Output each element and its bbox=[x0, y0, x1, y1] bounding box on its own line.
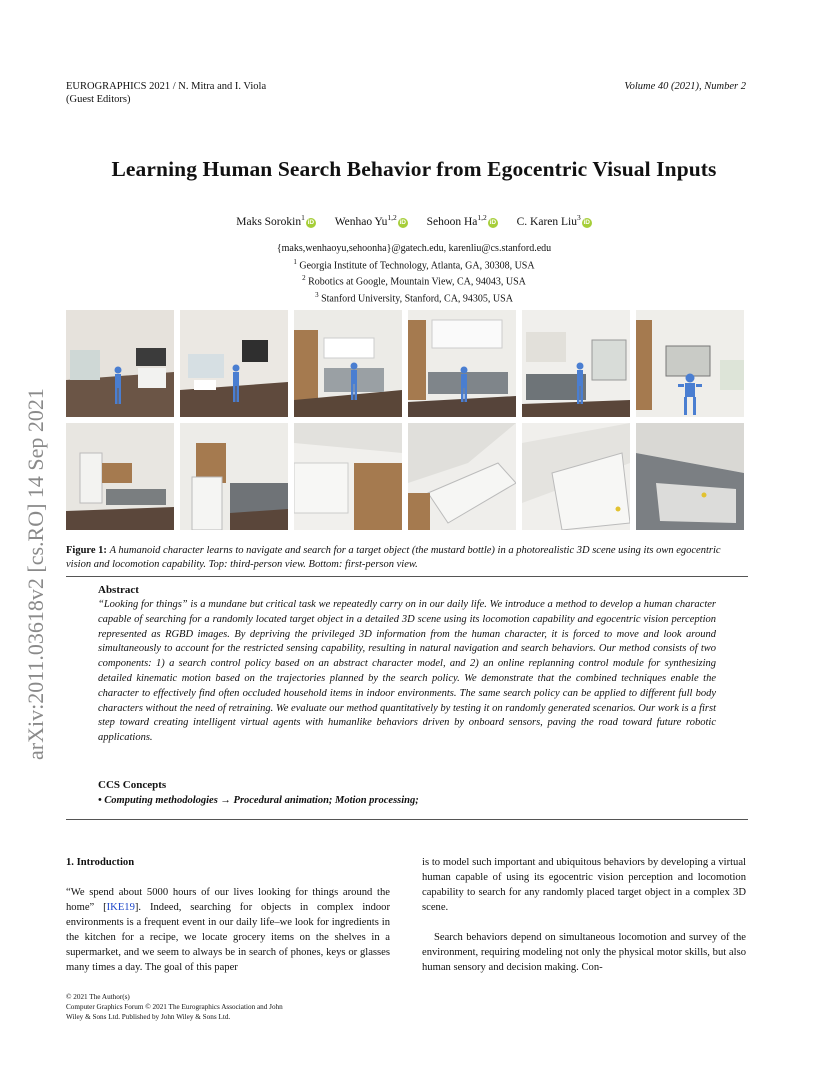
orcid-icon[interactable]: iD bbox=[583, 218, 590, 226]
abstract-text: “Looking for things” is a mundane but critical task we repeatedly carry on in our daily life. We introduce a method to develop a human character capable of searching for a randomly located target object in a detailed 3D scene using its locomotion capability and egocentric vision perception represented as RGBD images. By depriving the privileged 3D information from the human character, it is forced to move and look around simultaneously to account for the restricted sensing capability, resulting in natural navigation and search behaviors. Our method consists of two components: 1) a search control policy based on an abstract character model, and 2) an online replanning control module for synthesizing detailed kinematic motion based on the trajectories planned by the search policy. We demonstrate that the combined techniques enable the character to effectively find often occluded household items in indoor environments. The same search policy can be applied to different full body characters without the need of retraining. We evaluate our method quantitatively by testing it on randomly generated scenarios. Our work is a first step toward creating intelligent virtual agents with humanlike behaviors driven by onboard sensors, paving the road toward future robotic applications. bbox=[98, 599, 716, 744]
volume-info: Volume 40 (2021), Number 2 bbox=[624, 81, 746, 92]
teaser-figure bbox=[66, 310, 746, 530]
body-column-right bbox=[422, 855, 746, 990]
arxiv-stamp: arXiv:2011.03618v2 [cs.RO] 14 Sep 2021 bbox=[23, 388, 48, 760]
author-affil-mark: 1,2 bbox=[387, 213, 397, 222]
author-name: Maks Sorokin bbox=[236, 215, 302, 228]
orcid-icon[interactable]: iD bbox=[399, 218, 406, 226]
figure-caption-text: A humanoid character learns to navigate and search for a target object (the mustard bottle) in a photorealistic 3D scene using its own egocentric vision and locomotion capability. Top: third-person view. Bottom: first-person view. bbox=[66, 545, 721, 570]
third-person-frame bbox=[66, 310, 174, 417]
third-person-frame bbox=[636, 310, 744, 417]
body-column-left bbox=[66, 855, 390, 990]
third-person-frame bbox=[522, 310, 630, 417]
author bbox=[335, 213, 408, 228]
first-person-frame bbox=[522, 423, 630, 530]
author-name: C. Karen Liu bbox=[516, 215, 577, 228]
orcid-icon[interactable]: iD bbox=[307, 218, 315, 226]
author-name: Sehoon Ha bbox=[426, 215, 478, 228]
first-person-frame bbox=[180, 423, 288, 530]
author bbox=[236, 213, 316, 228]
affiliations bbox=[0, 242, 828, 306]
first-person-frame bbox=[408, 423, 516, 530]
paragraph: Search behaviors depend on simultaneous locomotion and survey of the environment, requiring modeling not only the physical motor skills, but also human sensory and decision making. Con- bbox=[422, 932, 746, 973]
figure-label: Figure 1: bbox=[66, 545, 107, 556]
citation-link[interactable]: IKE19 bbox=[106, 902, 135, 913]
figure-caption bbox=[66, 544, 748, 572]
section-heading: 1. Introduction bbox=[66, 857, 135, 868]
author-affil-mark: 1,2 bbox=[477, 213, 487, 222]
affiliation-3: $^3$ Stanford University, Stanford, CA, 94305, USA bbox=[315, 291, 513, 305]
first-person-frame bbox=[636, 423, 744, 530]
affiliation-1: $^1$ Georgia Institute of Technology, Atlanta, GA, 30308, USA bbox=[293, 257, 535, 271]
divider bbox=[66, 576, 748, 577]
author-emails: {maks,wenhaoyu,sehoonha}@gatech.edu, karenliu@cs.stanford.edu bbox=[276, 243, 552, 254]
guest-editors: (Guest Editors) bbox=[66, 94, 131, 105]
third-person-frame bbox=[294, 310, 402, 417]
orcid-icon[interactable]: iD bbox=[489, 218, 497, 226]
paper-title: Learning Human Search Behavior from Egocentric Visual Inputs bbox=[111, 157, 717, 181]
third-person-frame bbox=[408, 310, 516, 417]
third-person-frame bbox=[180, 310, 288, 417]
ccs-heading: CCS Concepts bbox=[98, 779, 167, 791]
paragraph: is to model such important and ubiquitous behaviors by developing a virtual human capable of using its egocentric vision perception and locomotion capability to search for any randomly placed target object in a complex 3D scene. bbox=[422, 857, 746, 913]
author bbox=[517, 213, 592, 228]
author-affil-mark: 1 bbox=[301, 213, 305, 222]
divider bbox=[66, 819, 748, 820]
copyright-footer: © 2021 The Author(s) Computer Graphics Forum © 2021 The Eurographics Association and John Wiley & Sons Ltd. Published by John Wiley & Sons Ltd. bbox=[66, 993, 283, 1021]
ccs-concepts: • Computing methodologies → Procedural animation; Motion processing; bbox=[98, 795, 419, 806]
author-affil-mark: 3 bbox=[577, 213, 581, 222]
author-name: Wenhao Yu bbox=[334, 215, 388, 228]
journal-name: EUROGRAPHICS 2021 / N. Mitra and I. Viola bbox=[66, 81, 267, 92]
affiliation-2: $^2$ Robotics at Google, Mountain View, CA, 94043, USA bbox=[302, 274, 526, 288]
first-person-frame bbox=[294, 423, 402, 530]
author-list bbox=[0, 213, 828, 228]
author bbox=[427, 213, 498, 228]
journal-header bbox=[66, 80, 366, 106]
paragraph: “We spend about 5000 hours of our lives looking for things around the home” [IKE19]. Indeed, searching for objects in complex indoor environments is a frequent event in our daily life–we look for ingredients in the kitchen for a recipe, we locate grocery items on the shelves in a supermarket, and we seem to always be in search of phones, keys or glasses many times a day. The goal of this paper bbox=[66, 887, 391, 973]
first-person-frame bbox=[66, 423, 174, 530]
abstract-heading: Abstract bbox=[98, 584, 139, 596]
